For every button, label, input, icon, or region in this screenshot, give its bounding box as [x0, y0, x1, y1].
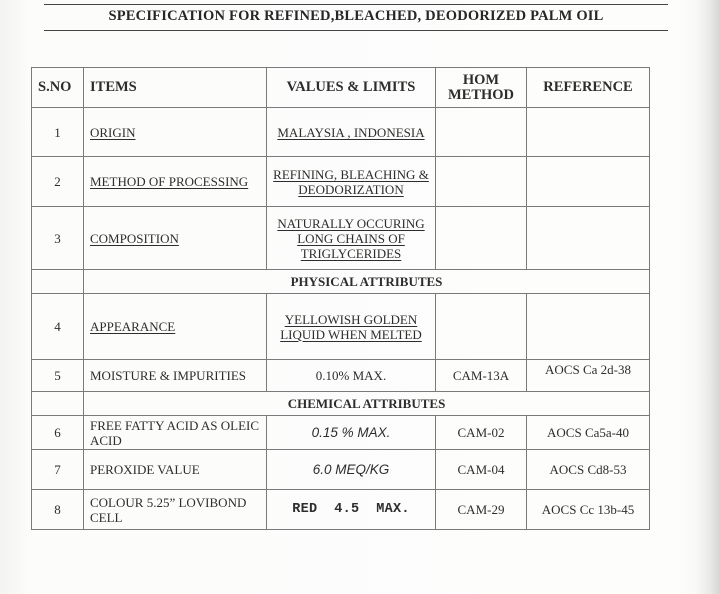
section-row-physical — [32, 270, 650, 294]
table-row — [32, 207, 650, 270]
section-row-chemical — [32, 392, 650, 416]
row-value: 6.0 MEQ/KG — [267, 450, 436, 490]
header-sno: S.NO — [32, 68, 84, 108]
row-reference — [527, 207, 650, 270]
table-row — [32, 360, 650, 392]
row-item: APPEARANCE — [84, 294, 267, 360]
row-item: PEROXIDE VALUE — [84, 450, 267, 490]
row-sno: 3 — [32, 207, 84, 270]
row-reference: AOCS Cd8-53 — [527, 450, 650, 490]
row-value: MALAYSIA , INDONESIA — [267, 108, 436, 157]
row-sno: 5 — [32, 360, 84, 392]
row-value: YELLOWISH GOLDEN LIQUID WHEN MELTED — [267, 294, 436, 360]
title-rule-top — [44, 4, 668, 5]
title-rule-bottom — [44, 30, 668, 31]
row-method — [436, 207, 527, 270]
row-reference — [527, 294, 650, 360]
section-title-physical: PHYSICAL ATTRIBUTES — [84, 270, 650, 294]
row-sno: 7 — [32, 450, 84, 490]
row-item: COLOUR 5.25” LOVIBOND CELL — [84, 490, 267, 530]
row-method — [436, 157, 527, 207]
row-item: ORIGIN — [84, 108, 267, 157]
row-value: 0.10% MAX. — [267, 360, 436, 392]
row-method — [436, 108, 527, 157]
row-method — [436, 294, 527, 360]
row-value: REFINING, BLEACHING & DEODORIZATION — [267, 157, 436, 207]
table-row — [32, 490, 650, 530]
row-reference: AOCS Cc 13b-45 — [527, 490, 650, 530]
row-value: 0.15 % MAX. — [267, 416, 436, 450]
section-blank-cell — [32, 392, 84, 416]
header-hom-method: HOM METHOD — [436, 68, 527, 108]
table-row — [32, 157, 650, 207]
row-method: CAM-02 — [436, 416, 527, 450]
row-method: CAM-04 — [436, 450, 527, 490]
row-sno: 1 — [32, 108, 84, 157]
row-sno: 4 — [32, 294, 84, 360]
row-method: CAM-13A — [436, 360, 527, 392]
row-value: NATURALLY OCCURING LONG CHAINS OF TRIGLYCERIDES — [267, 207, 436, 270]
row-reference — [527, 157, 650, 207]
page-edge-shadow — [696, 0, 720, 594]
row-value: RED 4.5 MAX. — [267, 490, 436, 530]
row-reference — [527, 108, 650, 157]
section-title-chemical: CHEMICAL ATTRIBUTES — [84, 392, 650, 416]
header-items: ITEMS — [84, 68, 267, 108]
row-item: FREE FATTY ACID AS OLEIC ACID — [84, 416, 267, 450]
row-item: METHOD OF PROCESSING — [84, 157, 267, 207]
row-item: COMPOSITION — [84, 207, 267, 270]
table-header-row — [32, 68, 650, 108]
row-item: MOISTURE & IMPURITIES — [84, 360, 267, 392]
table-row — [32, 108, 650, 157]
section-blank-cell — [32, 270, 84, 294]
row-sno: 8 — [32, 490, 84, 530]
table-row — [32, 416, 650, 450]
row-method: CAM-29 — [436, 490, 527, 530]
row-sno: 2 — [32, 157, 84, 207]
header-reference: REFERENCE — [527, 68, 650, 108]
specification-table — [31, 67, 650, 530]
document-title: SPECIFICATION FOR REFINED,BLEACHED, DEODORIZED PALM OIL — [108, 8, 604, 24]
header-values-limits: VALUES & LIMITS — [267, 68, 436, 108]
row-reference: AOCS Ca 2d-38 — [527, 360, 650, 392]
table-row — [32, 294, 650, 360]
table-row — [32, 450, 650, 490]
row-reference: AOCS Ca5a-40 — [527, 416, 650, 450]
row-sno: 6 — [32, 416, 84, 450]
